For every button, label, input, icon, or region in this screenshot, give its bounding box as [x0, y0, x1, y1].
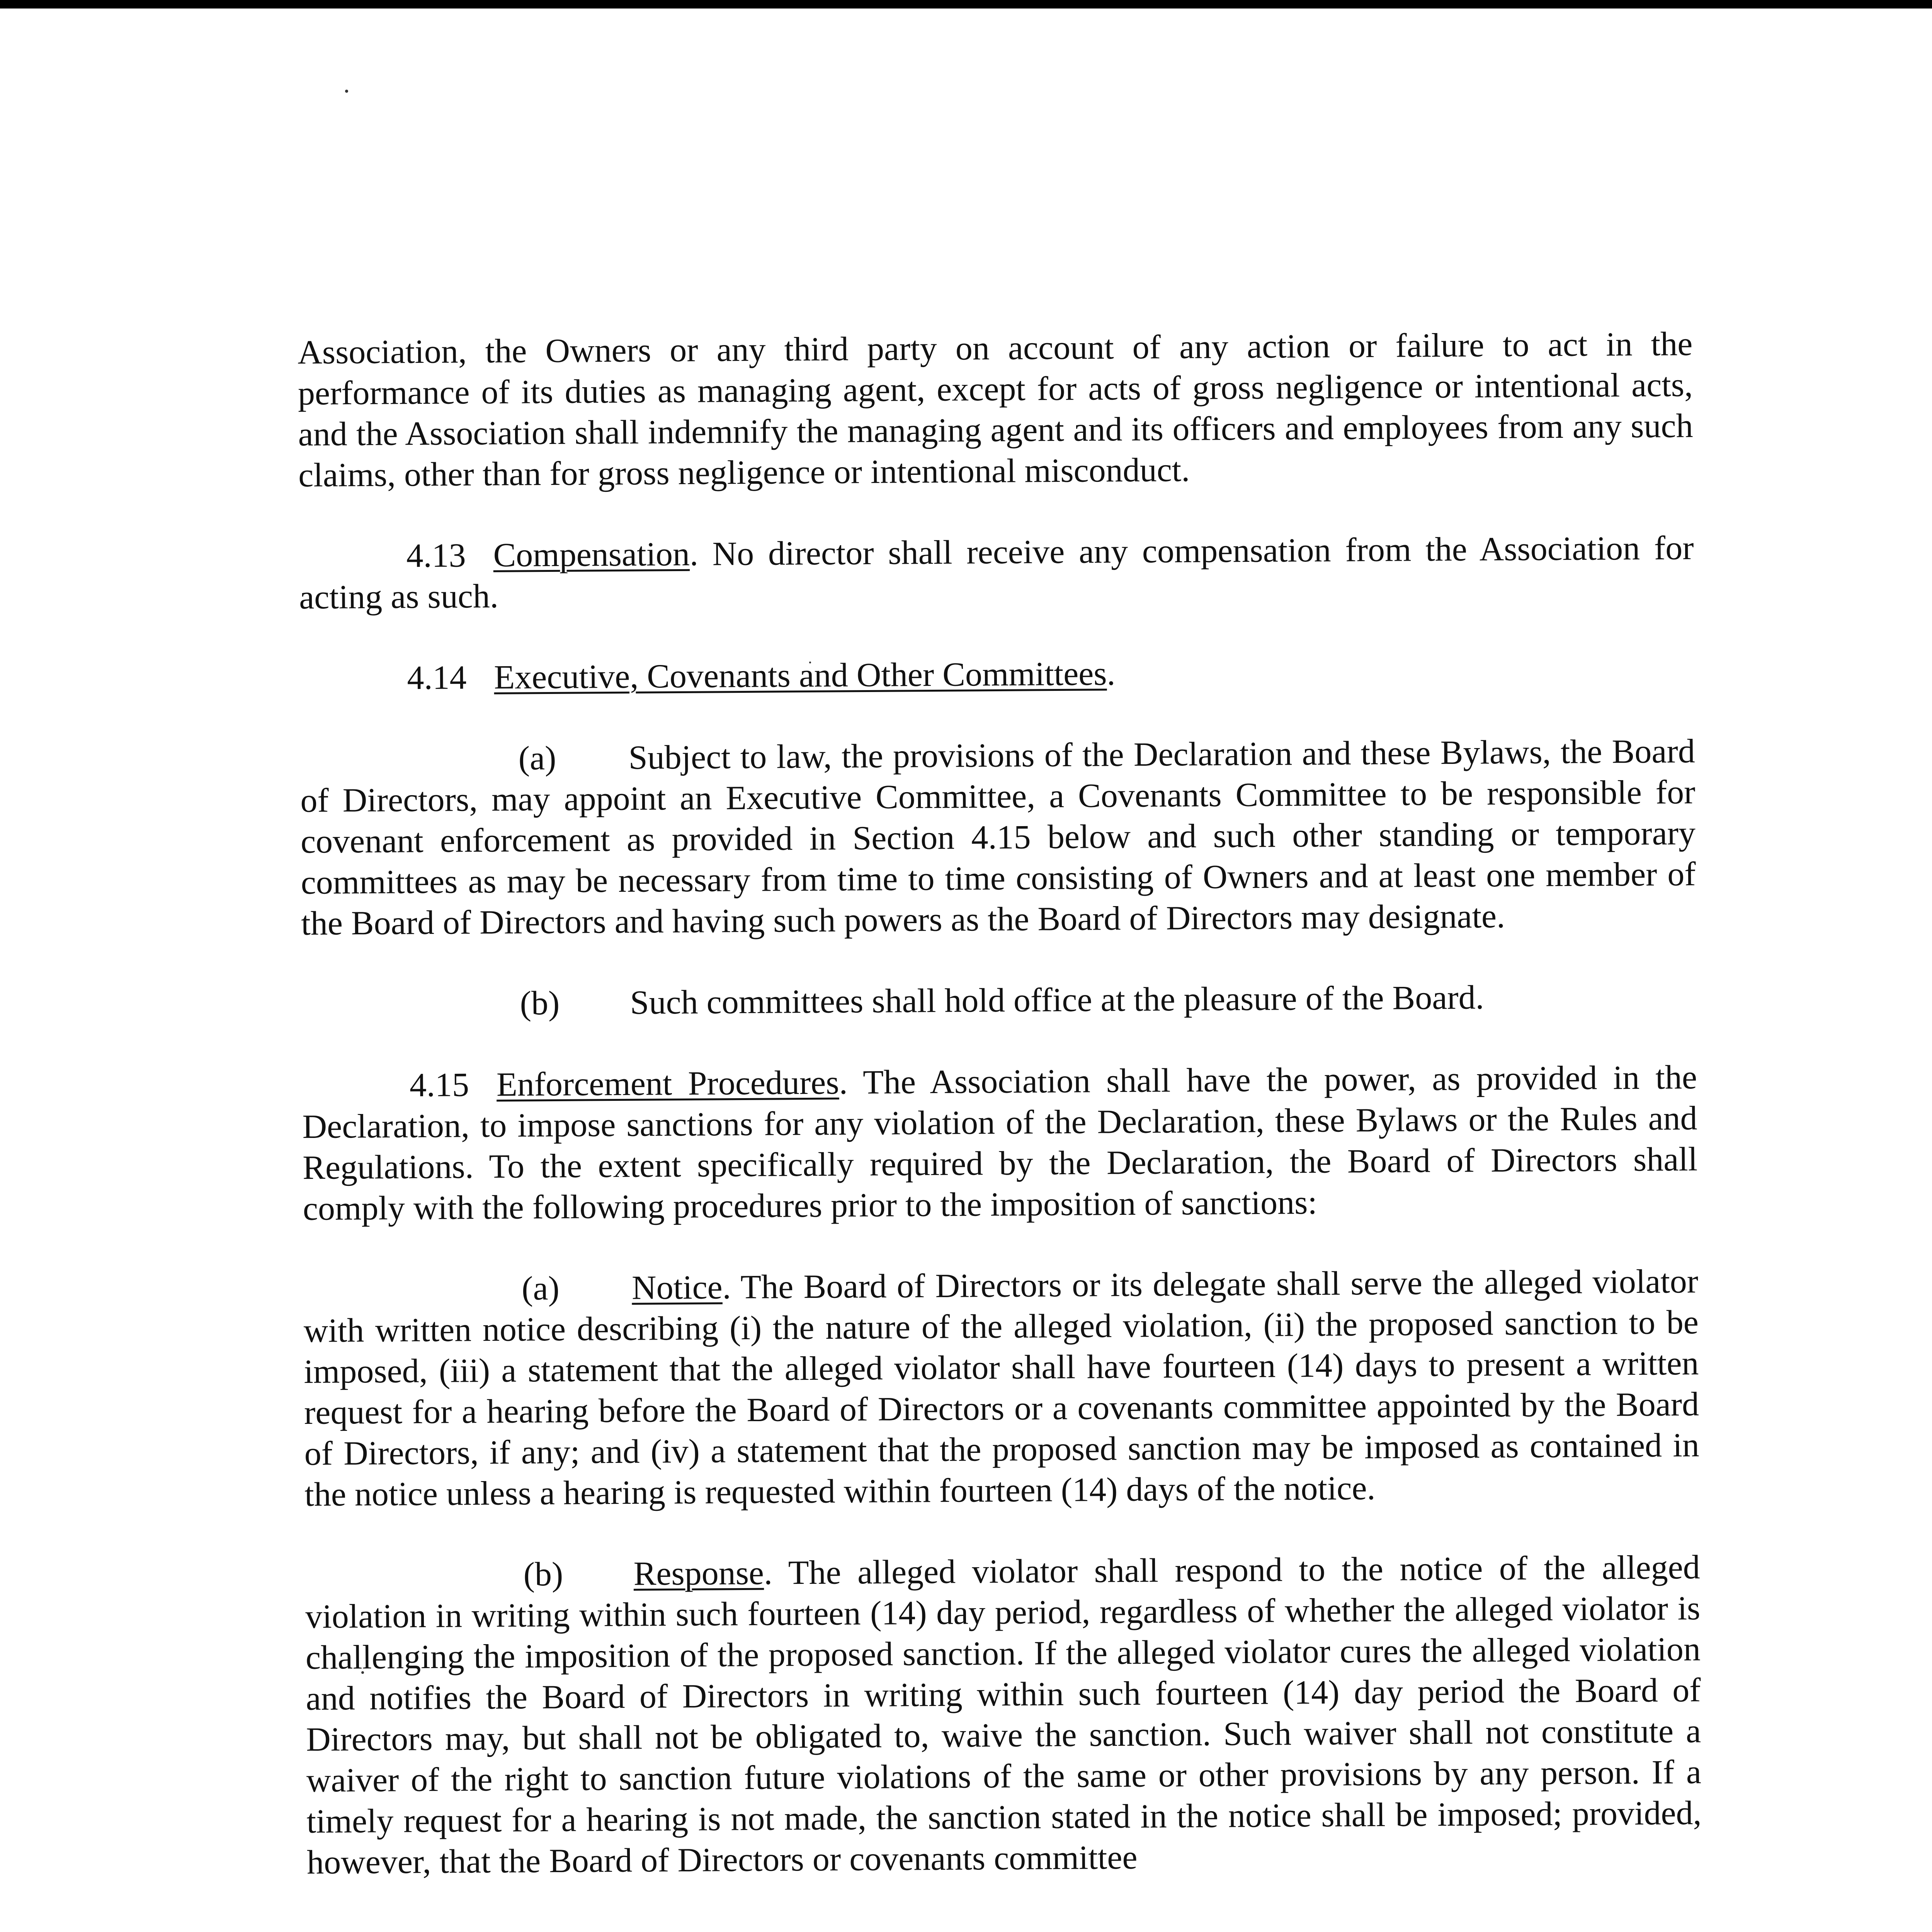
- subsection-label: (a): [521, 1269, 560, 1308]
- document-body: [298, 324, 1702, 1883]
- scan-speck: [345, 90, 348, 93]
- section-text: . No director shall receive any compensation from the Association for acting as such.: [299, 529, 1694, 616]
- subsection-label: (a): [518, 739, 556, 777]
- subsection-4-14-a: [300, 731, 1696, 944]
- subsection-text: Such committees shall hold office at the pleasure of the Board.: [630, 979, 1484, 1022]
- section-4-13: [299, 528, 1694, 618]
- section-heading: Enforcement Procedures: [496, 1064, 839, 1104]
- subsection-4-15-b: [305, 1547, 1702, 1883]
- subsection-text: . The Board of Directors or its delegate shall serve the alleged violator with written notice describing (i) the nature of the alleged violation, (ii) the proposed sanction to be imposed, (iii) a statement that the alleged violator shall have fourteen (14) days to present a written request for a hearing before the Board of Directors or a covenants committee appointed by the Board of Directors, if any; and (iv) a statement that the proposed sanction may be imposed as contained in the notice unless a hearing is requested within fourteen (14) days of the notice.: [303, 1262, 1699, 1514]
- section-heading-period: .: [1107, 655, 1116, 693]
- section-heading: Executive, Covenants and Other Committees: [494, 655, 1107, 696]
- scan-border-top: [0, 0, 1932, 9]
- subsection-label: (b): [523, 1555, 563, 1594]
- subsection-text: . The alleged violator shall respond to the notice of the alleged violation in writing within such fourteen (14) day period, regardless of whether the alleged violator is challenging the imposition of the proposed sanction. If the alleged violator cures the alleged violation and notifies the Board of Directors in writing within such fourteen (14) day period the Board of Directors may, but shall not be obligated to, waive the sanction. Such waiver shall not constitute a waiver of the right to sanction future violations of the same or other provisions by any person. If a timely request for a hearing is not made, the sanction stated in the notice shall be imposed; provided, however, that the Board of Directors or covenants committee: [305, 1548, 1702, 1881]
- subsection-4-15-a: [303, 1261, 1700, 1515]
- subsection-heading: Notice: [631, 1269, 723, 1307]
- subsection-label: (b): [520, 984, 560, 1022]
- subsection-text: Subject to law, the provisions of the Declaration and these Bylaws, the Board of Directors, may appoint an Executive Committee, a Covenants Committee to be responsible for covenant enforcement as provided in Section 4.15 below and such other standing or temporary committees as may be necessary from time to time consisting of Owners and at least one member of the Board of Directors and having such powers as the Board of Directors may designate.: [300, 732, 1696, 942]
- subsection-4-14-b: [301, 976, 1697, 1026]
- section-number: 4.13: [406, 537, 466, 575]
- section-number: 4.15: [409, 1066, 469, 1104]
- section-4-14: [299, 650, 1695, 699]
- section-number: 4.14: [407, 659, 467, 697]
- section-heading: Compensation: [493, 535, 690, 574]
- subsection-heading: Response: [633, 1554, 764, 1593]
- section-4-15: [302, 1057, 1698, 1230]
- section-text: . The Association shall have the power, as provided in the Declaration, to impose sanctions for any violation of the Declaration, these Bylaws or the Rules and Regulations. To the extent specifically required by the Declaration, the Board of Directors shall comply with the following procedures prior to the imposition of sanctions:: [302, 1058, 1698, 1228]
- continuation-paragraph: Association, the Owners or any third party on account of any action or failure to act in the performance of its duties as managing agent, except for acts of gross negligence or intentional acts, and the Association shall indemnify the managing agent and its officers and employees from any such claims, other than for gross negligence or intentional misconduct.: [298, 325, 1693, 494]
